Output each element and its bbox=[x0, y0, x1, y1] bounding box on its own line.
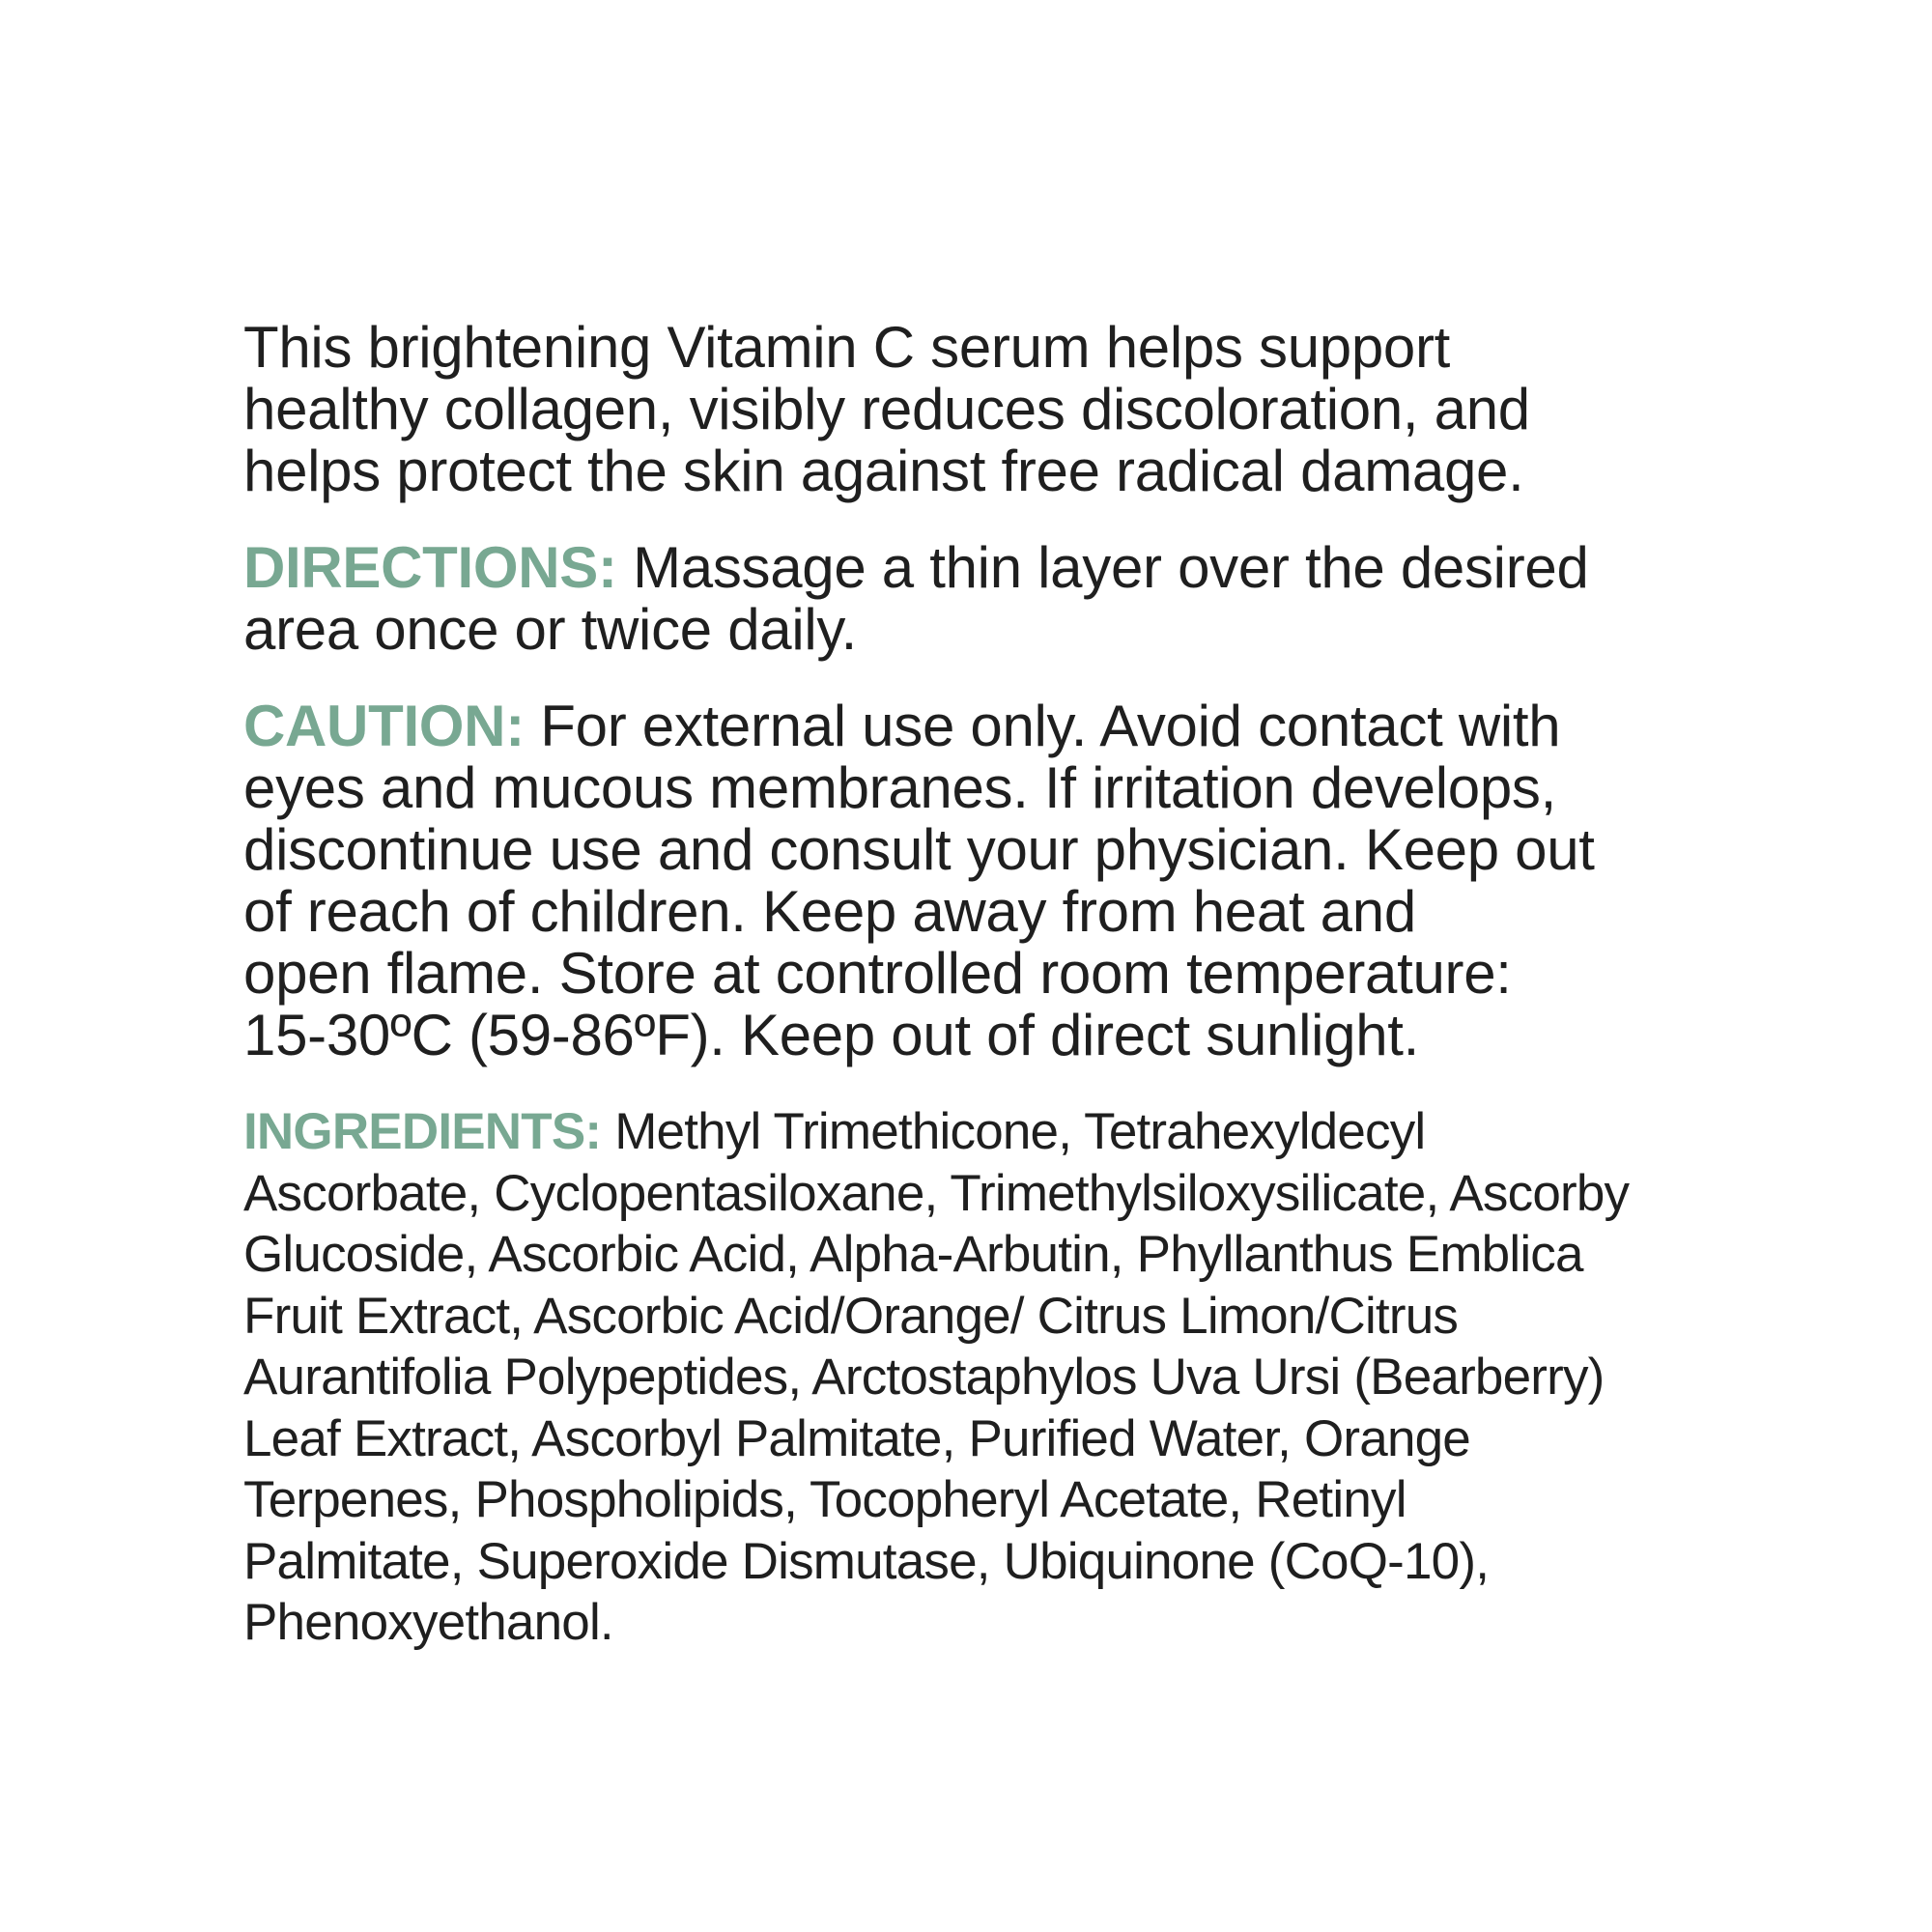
description-line: This brightening Vitamin C serum helps support bbox=[243, 315, 1451, 380]
ingredients-heading: INGREDIENTS: bbox=[243, 1103, 602, 1160]
description-line: helps protect the skin against free radical damage. bbox=[243, 439, 1524, 503]
caution-first-line bbox=[243, 696, 1712, 757]
caution-heading: CAUTION: bbox=[243, 694, 525, 758]
ingredients-line: Terpenes, Phospholipids, Tocopheryl Acetate, Retinyl bbox=[243, 1471, 1406, 1528]
caution-line: eyes and mucous membranes. If irritation develops, bbox=[243, 755, 1556, 820]
description-paragraph bbox=[243, 317, 1712, 502]
product-label-text bbox=[243, 317, 1712, 1654]
caution-paragraph bbox=[243, 696, 1712, 1066]
ingredients-line: Leaf Extract, Ascorbyl Palmitate, Purified Water, Orange bbox=[243, 1409, 1470, 1467]
caution-line: 15-30ºC (59-86ºF). Keep out of direct sunlight. bbox=[243, 1003, 1420, 1067]
directions-first-line-text: Massage a thin layer over the desired bbox=[616, 535, 1589, 600]
caution-line: discontinue use and consult your physician. Keep out bbox=[243, 817, 1595, 882]
ingredients-line: Glucoside, Ascorbic Acid, Alpha-Arbutin, Phyllanthus Emblica bbox=[243, 1226, 1583, 1283]
ingredients-paragraph bbox=[243, 1101, 1712, 1654]
ingredients-line: Ascorbate, Cyclopentasiloxane, Trimethylsiloxysilicate, Ascorby bbox=[243, 1164, 1630, 1222]
directions-paragraph bbox=[243, 537, 1712, 661]
ingredients-first-line bbox=[243, 1101, 1712, 1163]
directions-line: area once or twice daily. bbox=[243, 597, 858, 662]
directions-first-line bbox=[243, 537, 1712, 599]
ingredients-line: Aurantifolia Polypeptides, Arctostaphylos Uva Ursi (Bearberry) bbox=[243, 1349, 1605, 1406]
directions-heading: DIRECTIONS: bbox=[243, 535, 617, 600]
caution-line: open flame. Store at controlled room temperature: bbox=[243, 941, 1512, 1006]
description-line: healthy collagen, visibly reduces discoloration, and bbox=[243, 377, 1530, 441]
caution-line: of reach of children. Keep away from heat and bbox=[243, 879, 1416, 944]
ingredients-first-line-text: Methyl Trimethicone, Tetrahexyldecyl bbox=[601, 1103, 1426, 1160]
ingredients-line: Phenoxyethanol. bbox=[243, 1594, 613, 1651]
ingredients-line: Fruit Extract, Ascorbic Acid/Orange/ Citrus Limon/Citrus bbox=[243, 1287, 1459, 1345]
ingredients-line: Palmitate, Superoxide Dismutase, Ubiquinone (CoQ-10), bbox=[243, 1532, 1490, 1590]
caution-first-line-text: For external use only. Avoid contact with bbox=[524, 694, 1561, 758]
